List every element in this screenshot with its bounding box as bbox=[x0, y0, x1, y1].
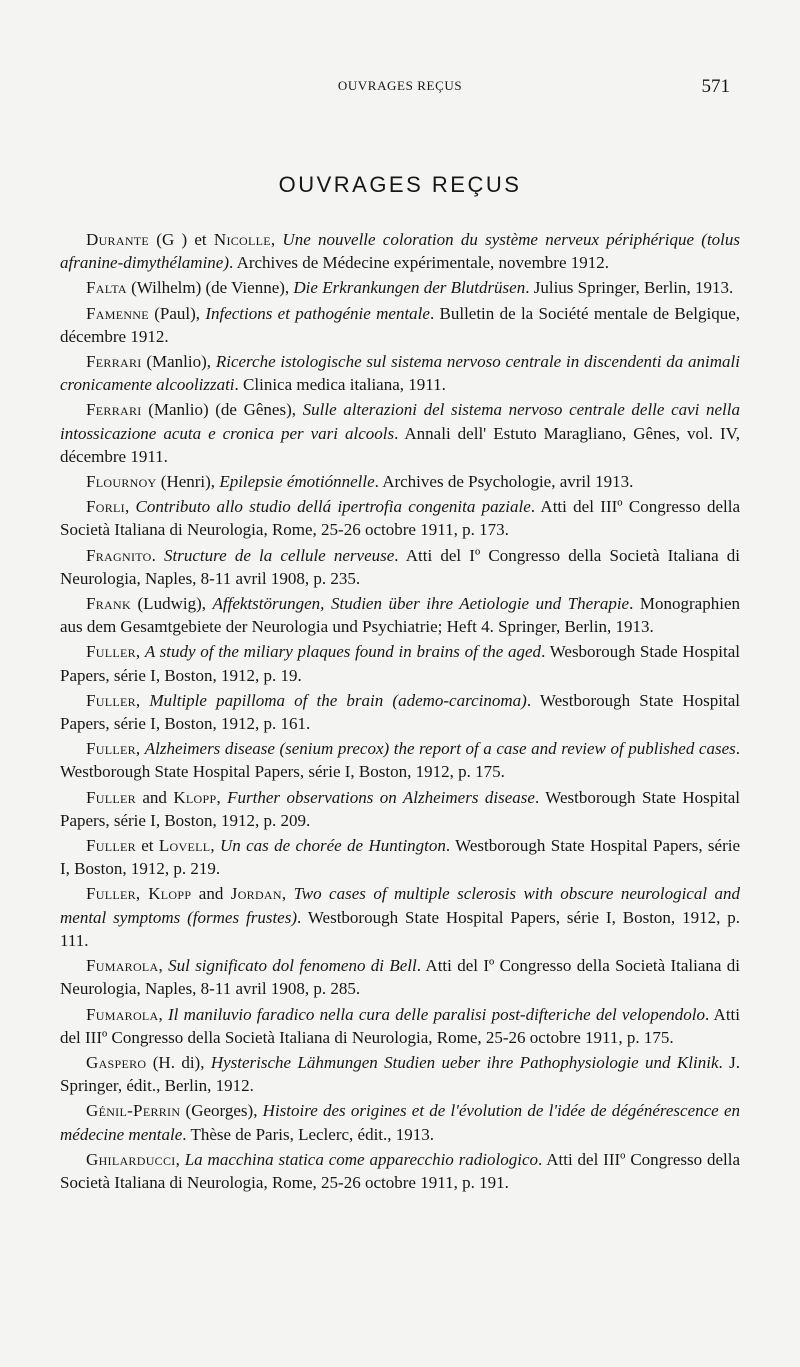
entry-publication: . Westborough State Hospital Papers, série I, Boston, 1912, p. 209. bbox=[60, 787, 741, 830]
bibliography-entry bbox=[60, 1003, 740, 1049]
entry-separator: , bbox=[210, 836, 220, 856]
entry-coauthor: Jordan bbox=[230, 884, 282, 904]
entry-coauthor: Nicolle bbox=[213, 230, 271, 249]
entry-work-title: Infections et pathogénie mentale bbox=[205, 303, 430, 323]
bibliography-entry bbox=[60, 834, 740, 880]
entry-author-detail: (Manlio), bbox=[141, 352, 216, 372]
entry-publication: . Atti del Iº Congresso della Società Italiana di Neurologia, Naples, 8-11 avril 1908, p. 285. bbox=[60, 956, 741, 999]
bibliography-entry bbox=[60, 350, 740, 396]
entry-author-detail: . bbox=[151, 545, 165, 565]
entry-author-detail: , bbox=[158, 1004, 168, 1024]
entry-work-title: Sul significato dol fenomeno di Bell bbox=[168, 956, 417, 976]
bibliography-entry bbox=[60, 882, 740, 952]
bibliography-entry bbox=[60, 1099, 740, 1145]
entry-author: Génil-Perrin bbox=[86, 1101, 181, 1121]
bibliography-entry bbox=[60, 737, 740, 783]
entry-separator: , bbox=[270, 230, 283, 249]
bibliography-entry bbox=[60, 398, 740, 468]
entry-publication: . Annali dell' Estuto Maragliano, Gênes, vol. IV, décembre 1911. bbox=[60, 423, 740, 466]
bibliography-entry bbox=[60, 228, 740, 274]
entry-author: Frank bbox=[86, 594, 131, 614]
entry-work-title: A study of the miliary plaques found in brains of the aged bbox=[144, 642, 542, 662]
entry-publication: . Atti del IIIº Congresso della Società Italiana di Neurologia, Rome, 25-26 octobre 1911, p. 175. bbox=[60, 1004, 740, 1047]
entry-work-title: Affektstörungen, Studien über ihre Aetiologie und Therapie bbox=[212, 594, 630, 614]
entry-work-title: Further observations on Alzheimers disease bbox=[227, 787, 535, 807]
entry-author: Fumarola bbox=[86, 1004, 159, 1024]
entry-work-title: Structure de la cellule nerveuse bbox=[164, 545, 395, 565]
entry-work-title: Epilepsie émotiónnelle bbox=[219, 472, 375, 492]
entry-work-title: Un cas de chorée de Huntington bbox=[219, 836, 446, 856]
entry-publication: . Atti del Iº Congresso della Società Italiana di Neurologia, Naples, 8-11 avril 1908, p. 235. bbox=[60, 545, 741, 588]
bibliography-list bbox=[60, 228, 740, 1196]
entry-author: Fumarola bbox=[86, 956, 159, 976]
entry-separator: , bbox=[216, 787, 228, 807]
entry-author-detail: (H. di), bbox=[146, 1052, 211, 1072]
entry-author: Durante bbox=[86, 230, 150, 249]
entry-author-detail: , bbox=[175, 1149, 185, 1169]
entry-work-title: Two cases of multiple sclerosis with obscure neurological and mental symptoms (formes frustes) bbox=[60, 884, 741, 927]
entry-author: Fuller bbox=[86, 642, 136, 662]
bibliography-entry bbox=[60, 786, 740, 832]
entry-work-title: Une nouvelle coloration du système nerveux périphérique (tolus afranine-dimythélamine) bbox=[60, 230, 741, 273]
entry-author-detail: (Ludwig), bbox=[130, 594, 213, 614]
entry-publication: . Archives de Psychologie, avril 1913. bbox=[374, 472, 634, 492]
entry-publication: . J. Springer, édit., Berlin, 1912. bbox=[60, 1052, 740, 1096]
entry-author: Forli bbox=[86, 497, 125, 517]
entry-coauthor: Lovell bbox=[158, 836, 211, 856]
entry-author-detail: (Wilhelm) (de Vienne), bbox=[126, 278, 294, 298]
entry-author: Fuller bbox=[86, 690, 136, 710]
entry-publication: . Thèse de Paris, Leclerc, édit., 1913. bbox=[182, 1124, 435, 1144]
entry-work-title: Hysterische Lähmungen Studien ueber ihre Pathophysiologie und Klinik bbox=[210, 1052, 719, 1072]
page-number: 571 bbox=[701, 76, 730, 97]
entry-author-detail: (Paul), bbox=[148, 303, 206, 323]
entry-author-detail: (G ) et bbox=[149, 230, 214, 249]
entry-work-title: Il maniluvio faradico nella cura delle paralisi post-difteriche del velopendolo bbox=[168, 1004, 706, 1024]
entry-publication: . Archives de Médecine expérimentale, novembre 1912. bbox=[229, 253, 610, 273]
entry-author: Fuller bbox=[86, 739, 136, 759]
section-title: OUVRAGES REÇUS bbox=[278, 172, 522, 197]
entry-publication: . Westborough State Hospital Papers, série I, Boston, 1912, p. 161. bbox=[60, 690, 741, 734]
running-header: OUVRAGES REÇUS bbox=[337, 78, 463, 93]
entry-work-title: Ricerche istologische sul sistema nervoso centrale in discendenti da animali cronicamente alcoolizzati bbox=[60, 352, 740, 395]
bibliography-entry bbox=[60, 470, 740, 493]
entry-publication: . Westborough State Hospital Papers, série I, Boston, 1912, p. 219. bbox=[60, 836, 741, 879]
bibliography-entry bbox=[60, 1148, 740, 1194]
entry-author: Falta bbox=[86, 278, 127, 298]
entry-author: Gaspero bbox=[86, 1052, 147, 1072]
bibliography-entry bbox=[60, 689, 740, 735]
entry-author: Ghilarducci bbox=[86, 1149, 176, 1169]
entry-work-title: Sulle alterazioni del sistema nervoso centrale delle cavi nella intossicazione acuta e cronica per vari alcools bbox=[60, 400, 741, 443]
entry-author-detail: , bbox=[135, 739, 145, 759]
entry-work-title: Alzheimers disease (senium precox) the report of a case and review of published cases bbox=[144, 739, 736, 759]
entry-work-title: Histoire des origines et de l'évolution de l'idée de dégénérescence en médecine mentale bbox=[60, 1101, 740, 1144]
entry-author-detail: et bbox=[135, 836, 159, 856]
bibliography-entry bbox=[60, 302, 740, 348]
entry-publication: . Westborough State Hospital Papers, série I, Boston, 1912, p. 111. bbox=[60, 907, 740, 950]
entry-author: Ferrari bbox=[86, 352, 142, 372]
entry-work-title: La macchina statica come apparecchio radiologico bbox=[184, 1149, 539, 1169]
entry-author-detail: , bbox=[135, 642, 145, 662]
entry-author: Fuller bbox=[86, 787, 136, 807]
bibliography-entry bbox=[60, 954, 740, 1000]
entry-publication: . Bulletin de la Société mentale de Belgique, décembre 1912. bbox=[60, 303, 740, 346]
entry-publication: . Westborough State Hospital Papers, série I, Boston, 1912, p. 175. bbox=[60, 739, 740, 782]
entry-author: Ferrari bbox=[86, 400, 142, 420]
entry-author: Flournoy bbox=[86, 472, 157, 492]
entry-author-detail: (Manlio) (de Gênes), bbox=[141, 400, 303, 420]
bibliography-entry bbox=[60, 592, 740, 638]
entry-publication: . Julius Springer, Berlin, 1913. bbox=[525, 278, 734, 298]
entry-author-detail: and bbox=[135, 787, 174, 807]
bibliography-entry bbox=[60, 1051, 740, 1097]
entry-author: Fuller bbox=[86, 836, 136, 856]
entry-publication: . Atti del IIIº Congresso della Società Italiana di Neurologia, Rome, 25-26 octobre 1911, p. 173. bbox=[60, 497, 740, 540]
bibliography-entry bbox=[60, 544, 740, 590]
entry-author-detail: and bbox=[191, 884, 231, 904]
bibliography-entry bbox=[60, 276, 740, 299]
entry-author: Famenne bbox=[86, 303, 149, 323]
entry-coauthor: Klopp bbox=[173, 787, 217, 807]
entry-publication: . Atti del IIIº Congresso della Società Italiana di Neurologia, Rome, 25-26 octobre 1911, p. 191. bbox=[60, 1149, 741, 1192]
entry-publication: . Monographien aus dem Gesamtgebiete der Neurologia und Psychiatrie; Heft 4. Springer, Berlin, 1913. bbox=[60, 594, 740, 637]
entry-work-title: Die Erkrankungen der Blutdrüsen bbox=[293, 278, 526, 298]
entry-work-title: Contributo allo studio dellá ipertrofia congenita paziale bbox=[135, 497, 531, 517]
bibliography-entry bbox=[60, 495, 740, 541]
entry-author: Fuller, Klopp bbox=[86, 884, 192, 904]
bibliography-entry bbox=[60, 640, 740, 686]
entry-work-title: Multiple papilloma of the brain (ademo-carcinoma) bbox=[149, 690, 527, 710]
entry-publication: . Clinica medica italiana, 1911. bbox=[234, 375, 446, 395]
entry-publication: . Wesborough Stade Hospital Papers, série I, Boston, 1912, p. 19. bbox=[60, 642, 741, 685]
entry-author-detail: (Georges), bbox=[180, 1101, 263, 1121]
entry-author-detail: (Henri), bbox=[156, 472, 220, 492]
entry-separator: , bbox=[281, 884, 294, 904]
entry-author-detail: , bbox=[158, 956, 169, 976]
entry-author-detail: , bbox=[124, 497, 136, 517]
entry-author: Fragnito bbox=[86, 545, 152, 565]
entry-author-detail: , bbox=[135, 690, 150, 710]
